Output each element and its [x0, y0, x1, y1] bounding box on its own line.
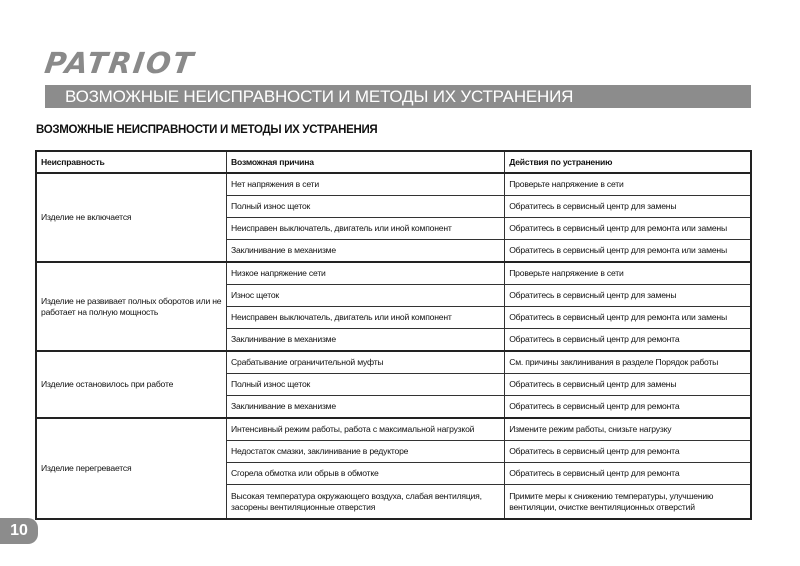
- cause-cell: Срабатывание ограничительной муфты: [227, 351, 505, 374]
- cause-cell: Сгорела обмотка или обрыв в обмотке: [227, 463, 505, 485]
- action-cell: Примите меры к снижению температуры, улучшению вентиляции, очистке вентиляционных отверстий: [505, 485, 751, 520]
- fault-cell: Изделие не включается: [36, 173, 227, 262]
- cause-cell: Низкое напряжение сети: [227, 262, 505, 285]
- cause-cell: Полный износ щеток: [227, 196, 505, 218]
- cause-cell: Полный износ щеток: [227, 374, 505, 396]
- cause-cell: Заклинивание в механизме: [227, 329, 505, 352]
- action-cell: См. причины заклинивания в разделе Порядок работы: [505, 351, 751, 374]
- action-cell: Обратитесь в сервисный центр для ремонта: [505, 441, 751, 463]
- action-cell: Проверьте напряжение в сети: [505, 262, 751, 285]
- cause-cell: Износ щеток: [227, 285, 505, 307]
- cause-cell: Высокая температура окружающего воздуха, слабая вентиляция, засорены вентиляционные отверстия: [227, 485, 505, 520]
- header-cause: Возможная причина: [227, 151, 505, 173]
- section-title: ВОЗМОЖНЫЕ НЕИСПРАВНОСТИ И МЕТОДЫ ИХ УСТРАНЕНИЯ: [36, 124, 378, 136]
- cause-cell: Заклинивание в механизме: [227, 396, 505, 419]
- action-cell: Измените режим работы, снизьте нагрузку: [505, 418, 751, 441]
- cause-cell: Неисправен выключатель, двигатель или иной компонент: [227, 307, 505, 329]
- chapter-banner: ВОЗМОЖНЫЕ НЕИСПРАВНОСТИ И МЕТОДЫ ИХ УСТРАНЕНИЯ: [45, 85, 751, 108]
- header-action: Действия по устранению: [505, 151, 751, 173]
- fault-cell: Изделие остановилось при работе: [36, 351, 227, 418]
- troubleshooting-table: [35, 150, 752, 520]
- action-cell: Обратитесь в сервисный центр для ремонта: [505, 396, 751, 419]
- patriot-logo: PATRIOT: [42, 46, 197, 80]
- cause-cell: Нет напряжения в сети: [227, 173, 505, 196]
- table-row: [36, 418, 751, 441]
- page-number: 10: [0, 518, 38, 544]
- action-cell: Обратитесь в сервисный центр для ремонта или замены: [505, 218, 751, 240]
- table-header-row: [36, 151, 751, 173]
- fault-cell: Изделие перегревается: [36, 418, 227, 519]
- action-cell: Обратитесь в сервисный центр для замены: [505, 374, 751, 396]
- header-fault: Неисправность: [36, 151, 227, 173]
- action-cell: Обратитесь в сервисный центр для ремонта или замены: [505, 307, 751, 329]
- cause-cell: Заклинивание в механизме: [227, 240, 505, 263]
- action-cell: Обратитесь в сервисный центр для замены: [505, 196, 751, 218]
- action-cell: Проверьте напряжение в сети: [505, 173, 751, 196]
- table-row: [36, 351, 751, 374]
- fault-cell: Изделие не развивает полных оборотов или не работает на полную мощность: [36, 262, 227, 351]
- action-cell: Обратитесь в сервисный центр для замены: [505, 285, 751, 307]
- table-row: [36, 173, 751, 196]
- action-cell: Обратитесь в сервисный центр для ремонта: [505, 463, 751, 485]
- cause-cell: Неисправен выключатель, двигатель или иной компонент: [227, 218, 505, 240]
- cause-cell: Недостаток смазки, заклинивание в редукторе: [227, 441, 505, 463]
- table-row: [36, 262, 751, 285]
- cause-cell: Интенсивный режим работы, работа с максимальной нагрузкой: [227, 418, 505, 441]
- action-cell: Обратитесь в сервисный центр для ремонта или замены: [505, 240, 751, 263]
- action-cell: Обратитесь в сервисный центр для ремонта: [505, 329, 751, 352]
